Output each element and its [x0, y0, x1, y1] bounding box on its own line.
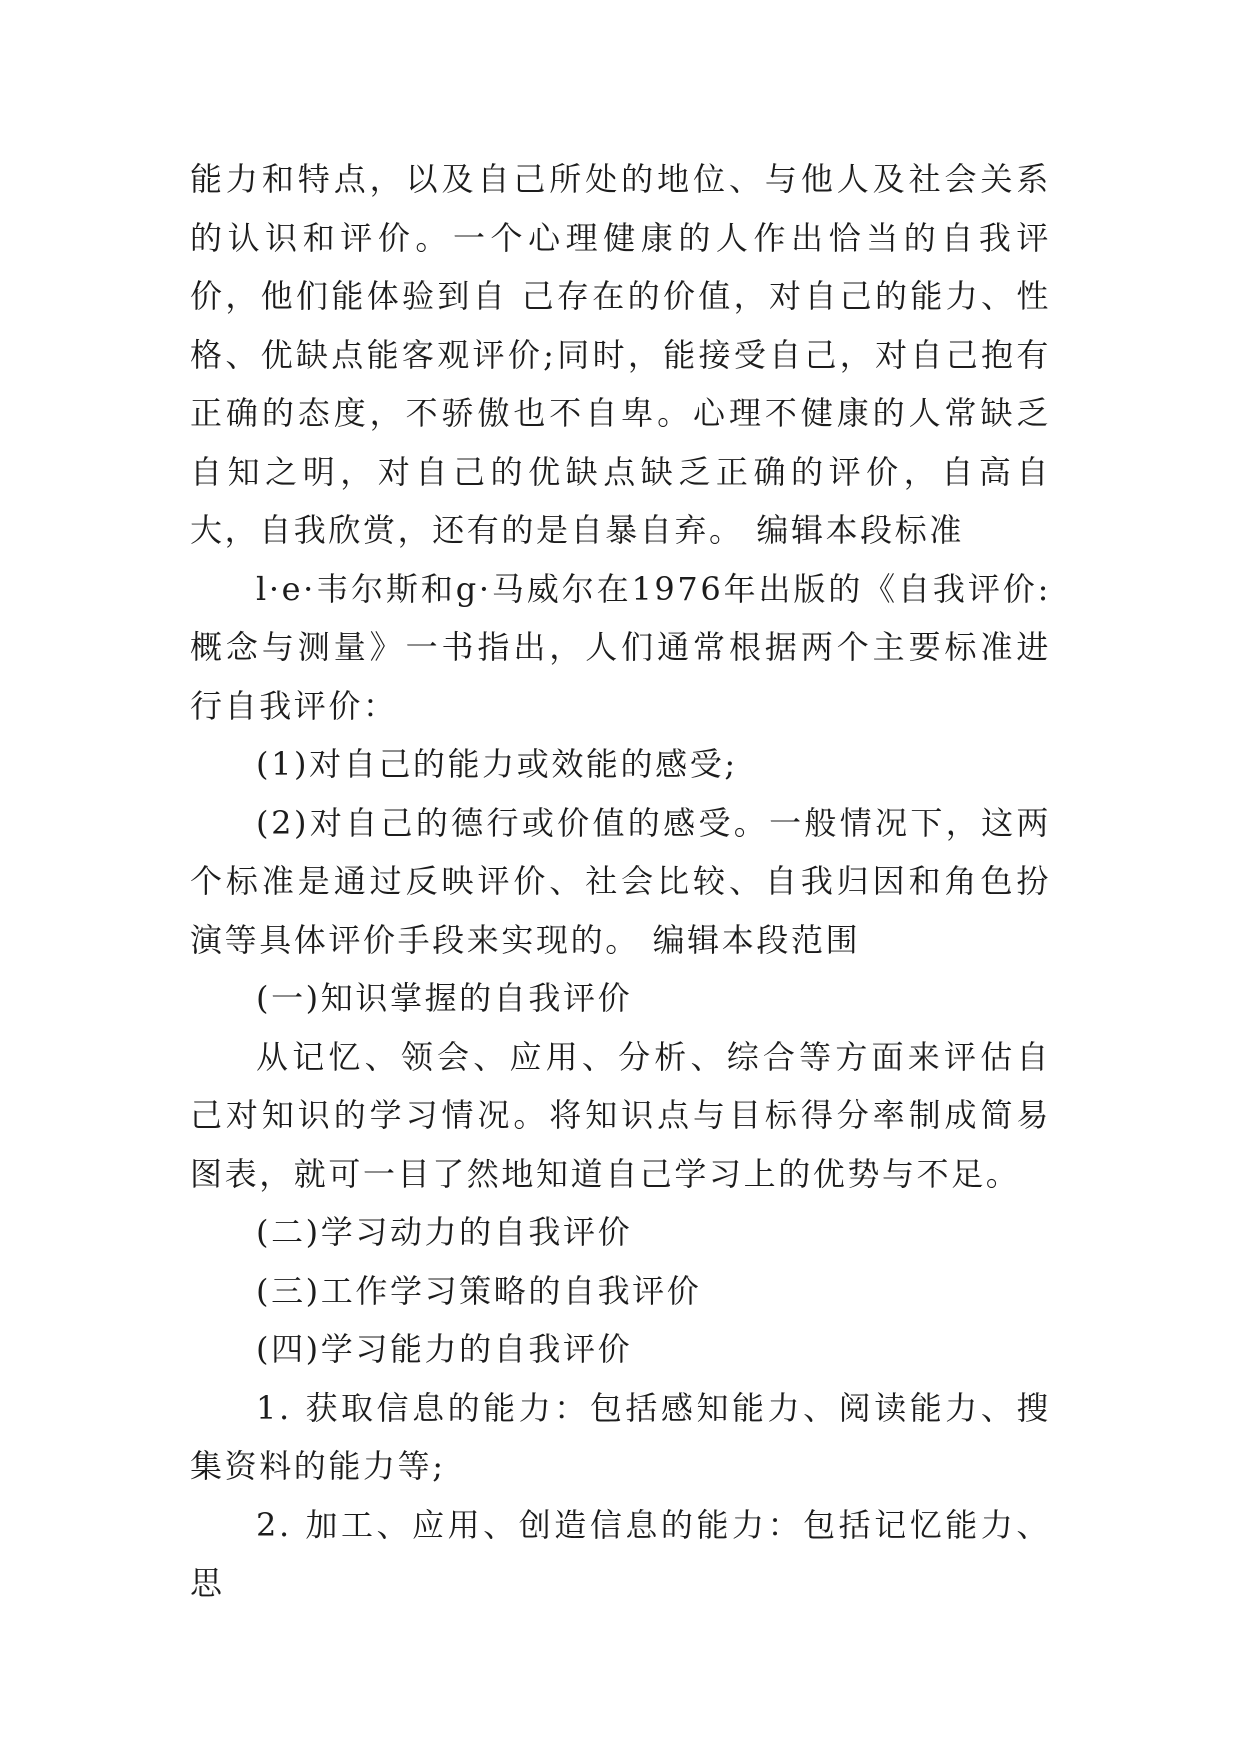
paragraph-knowledge-mastery: 从记忆、领会、应用、分析、综合等方面来评估自己对知识的学习情况。将知识点与目标得分率制成简易图表，就可一目了然地知道自己学习上的优势与不足。 — [190, 1037, 1051, 1193]
heading-learning-strategy: (三)工作学习策略的自我评价 — [256, 1271, 702, 1310]
list-item-acquire-information: 1. 获取信息的能力：包括感知能力、阅读能力、搜集资料的能力等; — [190, 1388, 1051, 1485]
heading-learning-motivation: (二)学习动力的自我评价 — [256, 1213, 633, 1251]
paragraph-self-evaluation-definition: 能力和特点，以及自己所处的地位、与他人及社会关系的认识和评价。一个心理健康的人作出恰当的自我评价，他们能体验到自 己存在的价值，对自己的能力、性格、优缺点能客观评价;同时，能接受自己，对自己抱有正确的态度，不骄傲也不自卑。心理不健康的人常缺乏自知之明，对自己的优缺点缺乏正确的评价，自高自大，自我欣赏，还有的是自暴自弃。 编辑本段标准 — [190, 160, 1051, 549]
paragraph-standard-1: (1)对自己的能力或效能的感受; — [256, 745, 738, 783]
heading-knowledge-mastery: (一)知识掌握的自我评价 — [256, 979, 633, 1017]
heading-learning-ability: (四)学习能力的自我评价 — [256, 1330, 633, 1368]
paragraph-standards-intro: l·e·韦尔斯和g·马威尔在1976年出版的《自我评价:概念与测量》一书指出，人们通常根据两个主要标准进行自我评价： — [190, 569, 1051, 725]
list-item-process-information: 2. 加工、应用、创造信息的能力：包括记忆能力、思 — [190, 1505, 1051, 1602]
paragraph-standard-2: (2)对自己的德行或价值的感受。一般情况下，这两个标准是通过反映评价、社会比较、自我归因和角色扮演等具体评价手段来实现的。 编辑本段范围 — [190, 803, 1051, 959]
document-page — [190, 150, 1051, 1613]
